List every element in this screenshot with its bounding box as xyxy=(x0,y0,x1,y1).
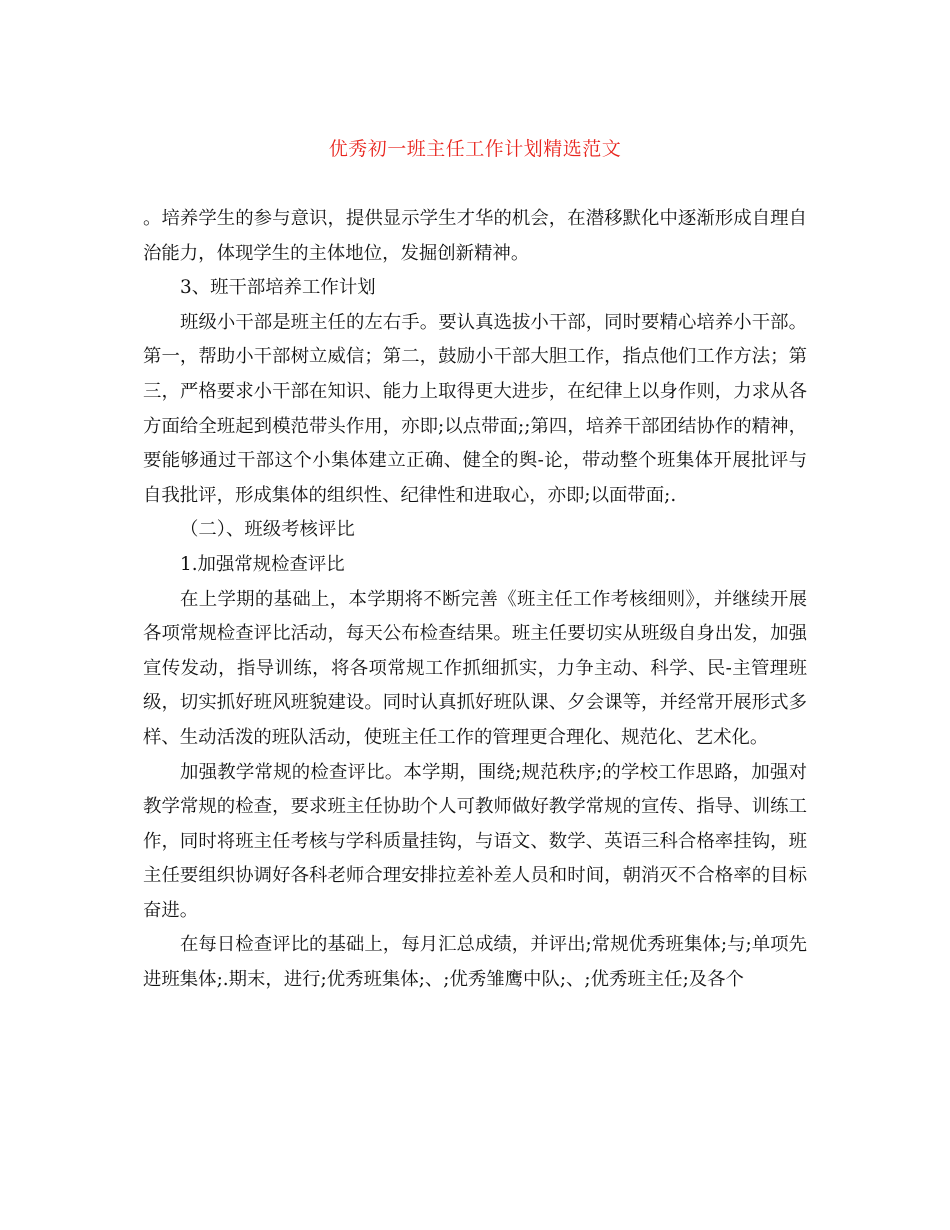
paragraph-5: 在每日检查评比的基础上，每月汇总成绩，并评出;常规优秀班集体;与;单项先进班集体;.期末，进行;优秀班集体;、;优秀雏鹰中队;、;优秀班主任;及各个 xyxy=(143,934,807,991)
document-title: 优秀初一班主任工作计划精选范文 xyxy=(328,138,622,160)
paragraph-4: 加强教学常规的检查评比。本学期，围绕;规范秩序;的学校工作思路，加强对教学常规的检查，要求班主任协助个人可教师做好教学常规的宣传、指导、训练工作，同时将班主任考核与学科质量挂钩，与语文、数学、英语三科合格率挂钩，班主任要组织协调好各科老师合理安排拉差补差人员和时间，朝消灭不合格率的目标奋进。 xyxy=(143,761,807,921)
subsection-heading-1: 1.加强常规检查评比 xyxy=(180,553,345,575)
section-heading-2: （二）、班级考核评比 xyxy=(180,519,355,541)
document-body xyxy=(143,202,807,998)
paragraph-3: 在上学期的基础上，本学期将不断完善《班主任工作考核细则》，并继续开展各项常规检查评比活动，每天公布检查结果。班主任要切实从班级自身出发，加强宣传发动，指导训练，将各项常规工作抓细抓实，力争主动、科学、民-主管理班级，切实抓好班风班貌建设。同时认真抓好班队课、夕会课等，并经常开展形式多样、生动活泼的班队活动，使班主任工作的管理更合理化、规范化、艺术化。 xyxy=(143,588,807,748)
paragraph-2: 班级小干部是班主任的左右手。要认真选拔小干部，同时要精心培养小干部。第一，帮助小干部树立威信；第二，鼓励小干部大胆工作，指点他们工作方法；第三，严格要求小干部在知识、能力上取得更大进步，在纪律上以身作则，力求从各方面给全班起到模范带头作用，亦即;以点带面;;第四，培养干部团结协作的精神，要能够通过干部这个小集体建立正确、健全的舆-论，带动整个班集体开展批评与自我批评，形成集体的组织性、纪律性和进取心，亦即;以面带面;. xyxy=(143,311,807,506)
section-heading-3: 3、班干部培养工作计划 xyxy=(180,277,376,299)
paragraph-1: 。培养学生的参与意识，提供显示学生才华的机会，在潜移默化中逐渐形成自理自治能力，体现学生的主体地位，发掘创新精神。 xyxy=(143,208,807,264)
